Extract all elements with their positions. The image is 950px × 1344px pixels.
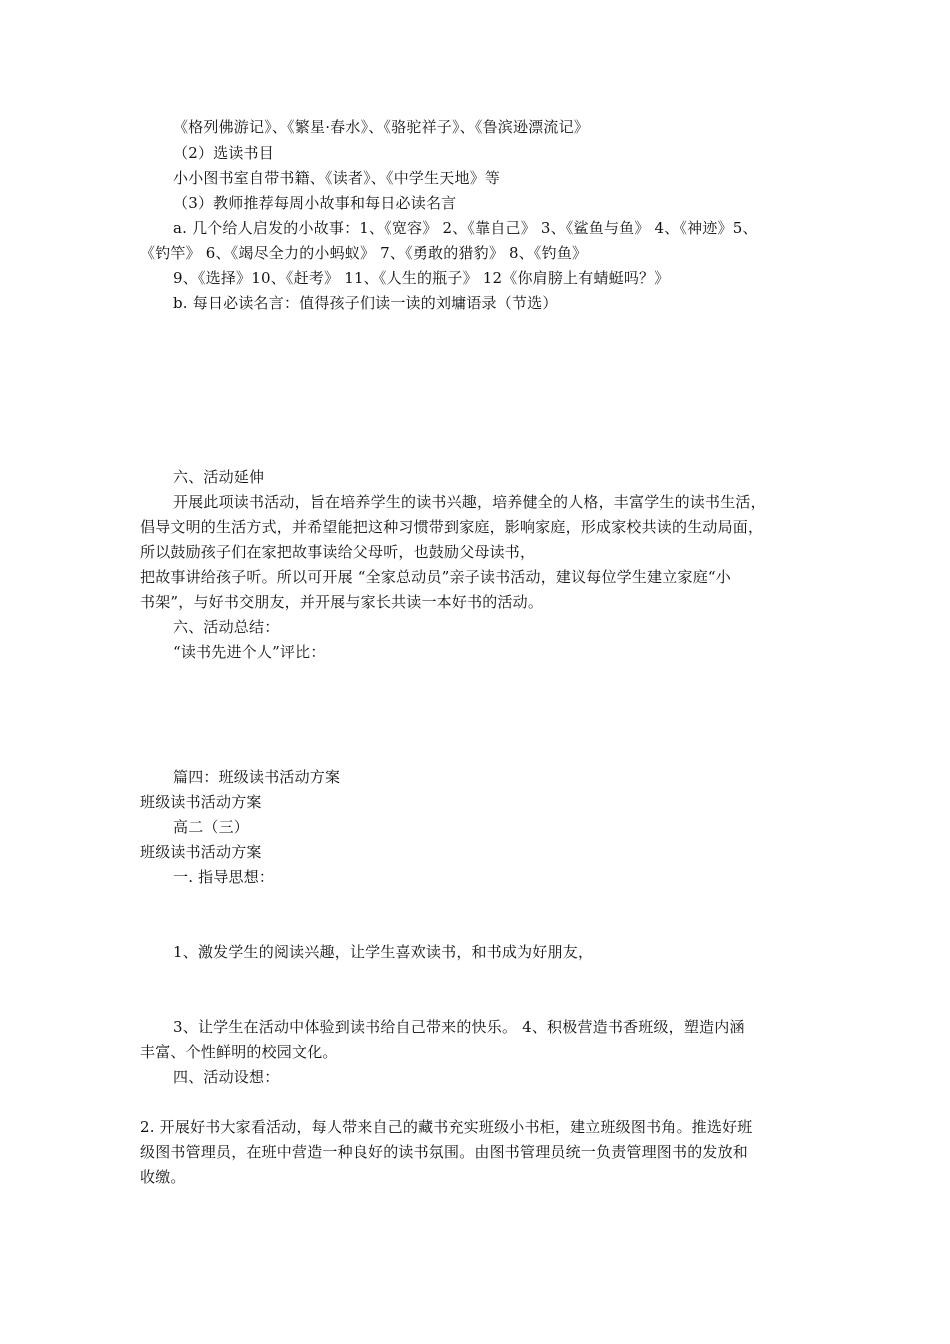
idea-2-line-1: 2. 开展好书大家看活动，每人带来自己的藏书充实班级小书柜，建立班级图书角。推选好班 (140, 1118, 753, 1136)
doc-title: 班级读书活动方案 (140, 793, 262, 811)
stories-line-1: a. 几个给人启发的小故事：1、《宽容》 2、《靠自己》 3、《鲨鱼与鱼》 4、《神迹》5、 (173, 219, 758, 237)
optional-books-text: 小小图书室自带书籍、《读者》、《中学生天地》等 (173, 169, 501, 187)
stories-line-2: 《钓竿》 6、《竭尽全力的小蚂蚁》 7、《勇敢的猎豹》 8、《钓鱼》 (140, 244, 588, 262)
idea-2-line-2: 级图书管理员，在班中营造一种良好的读书氛围。由图书管理员统一负责管理图书的发放和 (140, 1143, 749, 1161)
goal-3-line-2: 丰富、个性鲜明的校园文化。 (140, 1043, 338, 1061)
extension-line-1: 开展此项读书活动，旨在培养学生的读书兴趣，培养健全的人格，丰富学生的读书生活， (173, 493, 766, 511)
idea-2-line-3: 收缴。 (140, 1168, 186, 1186)
extension-line-4: 把故事讲给孩子听。所以可开展 “全家总动员”亲子读书活动，建议每位学生建立家庭“小 (140, 568, 731, 586)
stories-line-3: 9、《选择》10、《赶考》 11、《人生的瓶子》 12《你肩膀上有蜻蜓吗？》 (173, 269, 670, 287)
teacher-recommend-heading: （3）教师推荐每周小故事和每日必读名言 (173, 194, 457, 212)
guiding-heading: 一. 指导思想： (173, 868, 275, 886)
extension-line-5: 书架”，与好书交朋友，并开展与家长共读一本好书的活动。 (140, 593, 544, 611)
extension-line-3: 所以鼓励孩子们在家把故事读给父母听，也鼓励父母读书， (140, 543, 536, 561)
part-title: 篇四：班级读书活动方案 (173, 768, 341, 786)
goal-1: 1、激发学生的阅读兴趣，让学生喜欢读书，和书成为好朋友， (173, 943, 594, 961)
class-name: 高二（三） (173, 818, 250, 836)
extension-line-2: 倡导文明的生活方式，并希望能把这种习惯带到家庭，影响家庭，形成家校共读的生动局面， (140, 518, 764, 536)
required-books-line: 《格列佛游记》、《繁星·春水》、《骆驼祥子》、《鲁滨逊漂流记》 (173, 118, 589, 136)
summary-item: “读书先进个人”评比： (173, 643, 326, 661)
optional-books-heading: （2）选读书目 (173, 144, 274, 162)
goal-3-line-1: 3、让学生在活动中体验到读书给自己带来的快乐。 4、积极营造书香班级，塑造内涵 (173, 1018, 745, 1036)
ideas-heading: 四、活动设想： (173, 1068, 280, 1086)
summary-heading: 六、活动总结： (173, 618, 280, 636)
extension-heading: 六、活动延伸 (173, 468, 265, 486)
quotes-line: b. 每日必读名言：值得孩子们读一读的刘墉语录（节选） (173, 294, 558, 312)
doc-title-2: 班级读书活动方案 (140, 843, 262, 861)
